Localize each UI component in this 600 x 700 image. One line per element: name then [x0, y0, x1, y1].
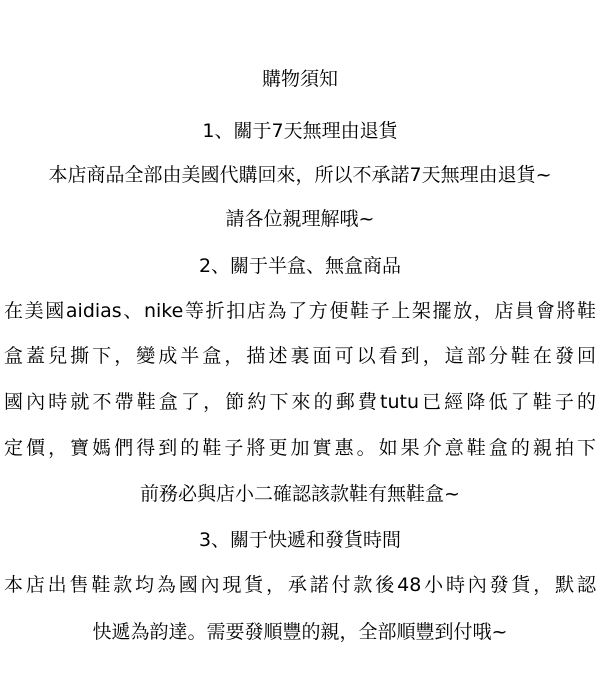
section-3-line-2: 快遞為韵達。需要發順豐的親，全部順豐到付哦~	[92, 621, 508, 643]
section-1-line-2: 請各位親理解哦~	[225, 208, 375, 230]
document-title: 購物須知	[261, 68, 338, 90]
section-2-line-3: 國內時就不帶鞋盒了，節約下來的郵費tutu已經降低了鞋子的	[4, 391, 596, 413]
section-2-line-5: 前務必與店小二確認該款鞋有無鞋盒~	[140, 483, 460, 505]
section-3-line-1: 本店出售鞋款均為國內現貨，承諾付款後48小時內發貨，默認	[4, 574, 596, 596]
section-1-heading: 1、關于7天無理由退貨	[202, 120, 398, 142]
section-2-line-2: 盒蓋兒撕下，變成半盒，描述裏面可以看到，這部分鞋在發回	[4, 345, 596, 367]
section-2-line-1: 在美國aidias、nike等折扣店為了方便鞋子上架擺放，店員會將鞋	[4, 300, 596, 322]
section-3-heading: 3、關于快遞和發貨時間	[198, 529, 402, 551]
section-1-line-1: 本店商品全部由美國代購回來，所以不承諾7天無理由退貨~	[48, 164, 552, 186]
section-2-line-4: 定價，寶媽們得到的鞋子將更加實惠。如果介意鞋盒的親拍下	[4, 437, 596, 459]
section-2-heading: 2、關于半盒、無盒商品	[198, 255, 402, 277]
